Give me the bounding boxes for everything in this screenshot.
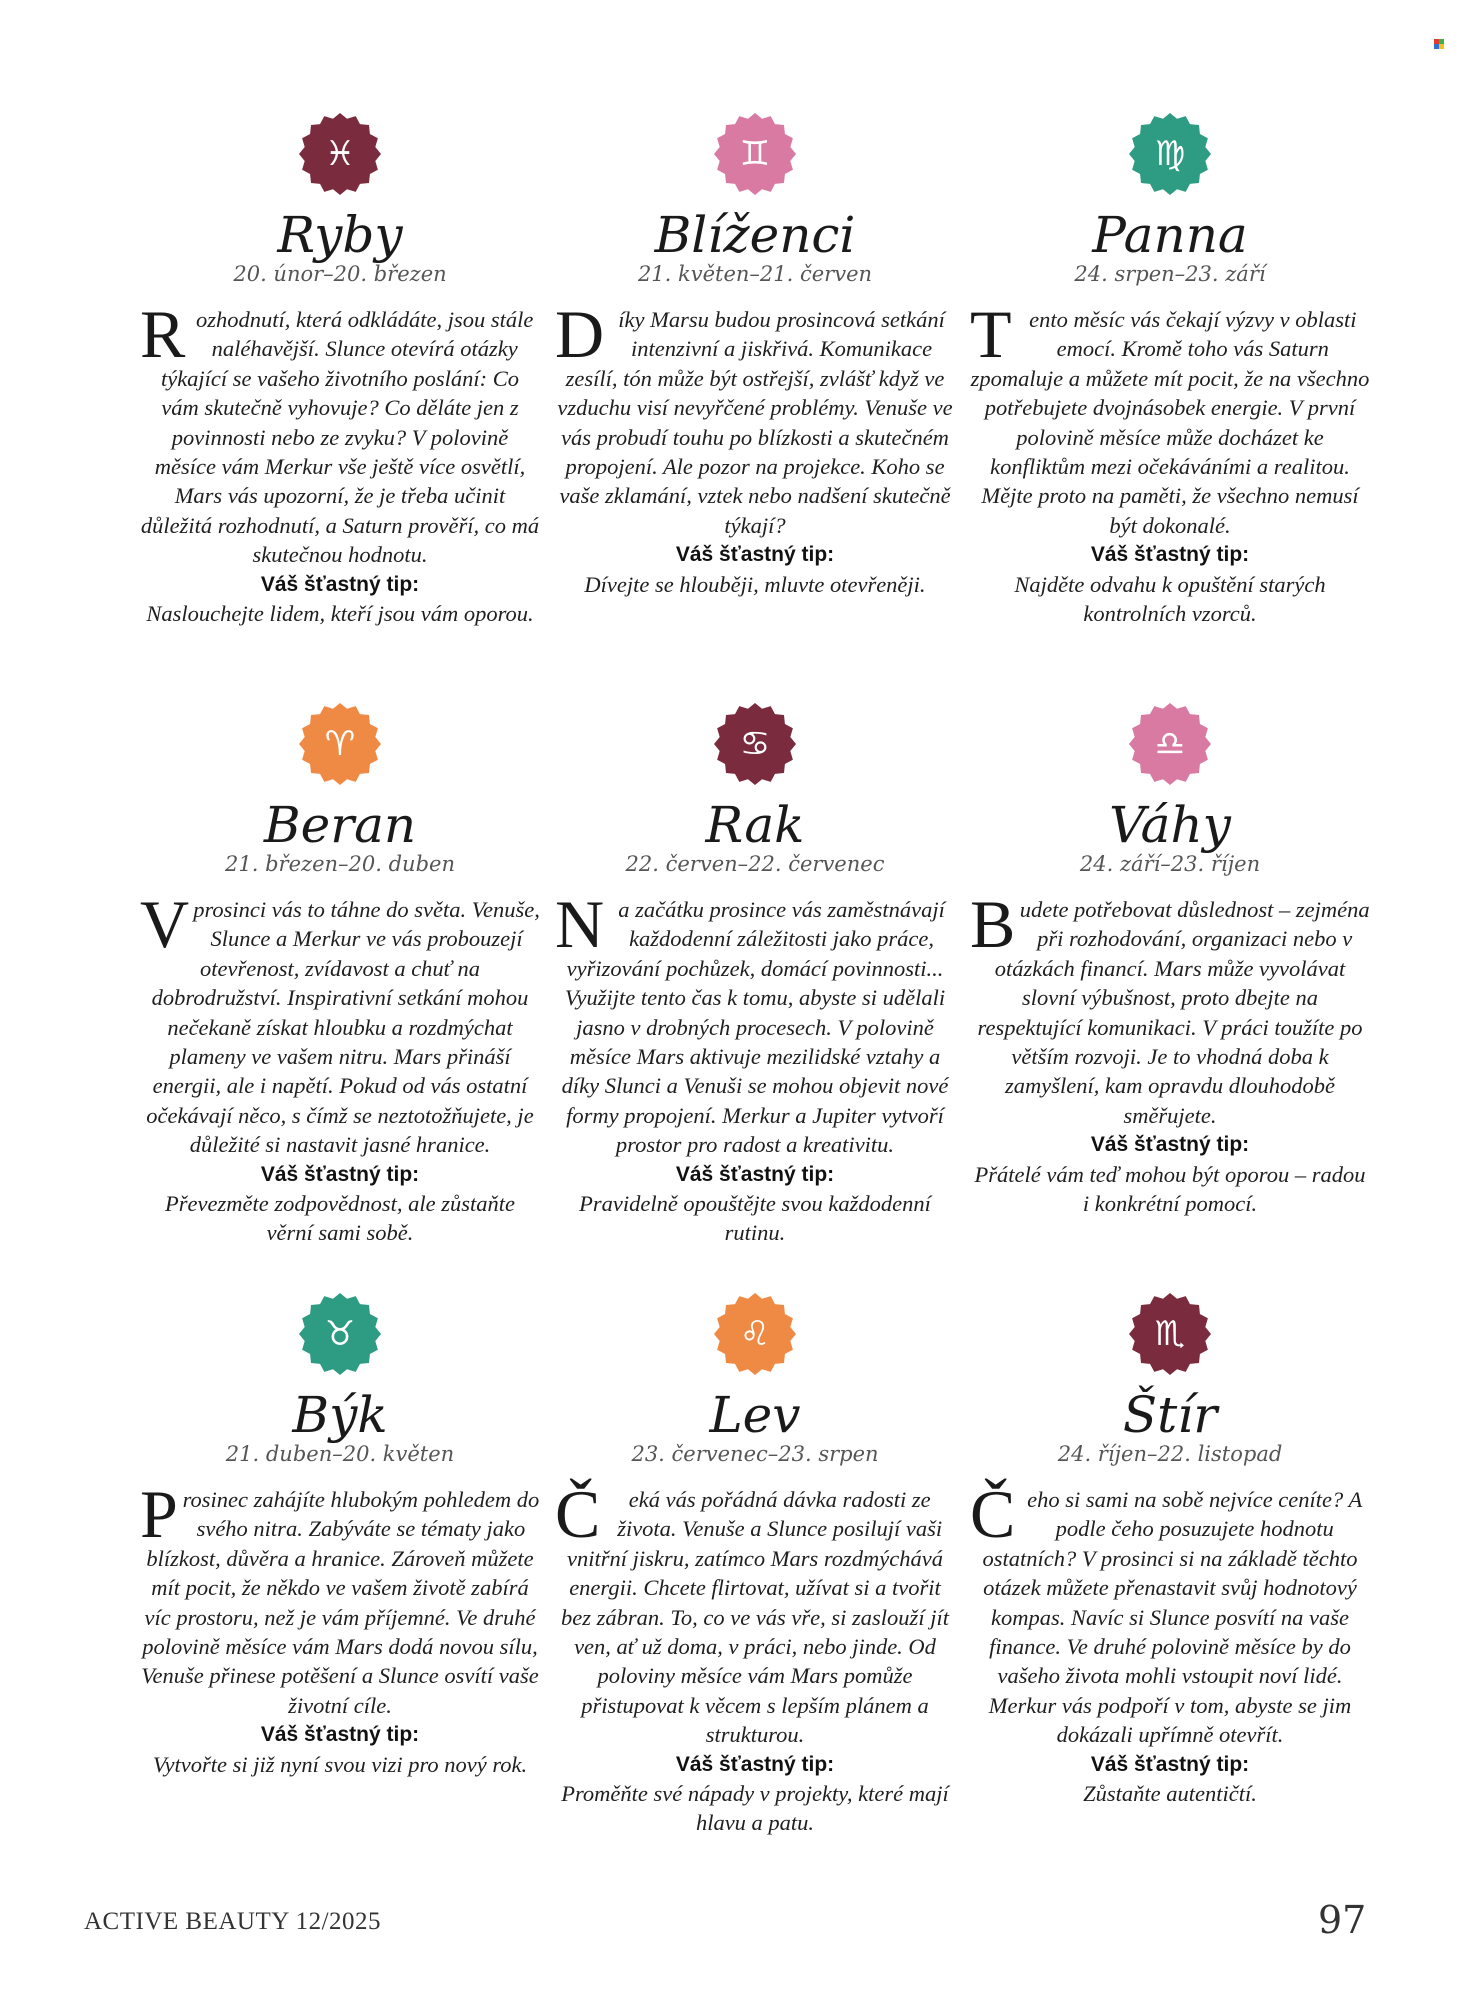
lucky-tip-label: Váš šťastný tip: [675, 1162, 835, 1186]
zodiac-glyph: ♉ [324, 1314, 356, 1354]
lucky-tip: Naslouchejte lidem, kteří jsou vám oporou. [146, 601, 534, 627]
horoscope-text [555, 296, 955, 599]
sign-3 [140, 703, 540, 1293]
libra-icon [1129, 703, 1211, 785]
sign-name: Lev [709, 1386, 801, 1444]
sign-2 [970, 113, 1370, 703]
sign-dates: 24. říjen–22. listopad [1057, 1442, 1283, 1466]
sign-name: Váhy [1109, 796, 1231, 854]
horoscope-grid [140, 113, 1370, 1883]
gemini-icon [714, 113, 796, 195]
sign-dates: 20. únor–20. březen [233, 262, 447, 286]
lucky-tip-label: Váš šťastný tip: [675, 543, 835, 567]
lucky-tip-label: Váš šťastný tip: [260, 572, 420, 596]
horoscope-paragraph: a začátku prosince vás zaměstnávají každodenní záležitosti jako práce, vyřizování pochůzek, domácí povinnosti... Využijte tento čas k tomu, abyste si udělali jasno v drobných procesech. V polovině měsíce Mars aktivuje mezilidské vztahy a díky Slunci a Venuši se mohou objevit nové formy propojení. Merkur a Jupiter vytvoří prostor pro radost a kreativitu. [561, 897, 949, 1158]
sign-name: Panna [1092, 206, 1248, 264]
zodiac-glyph: ♌ [739, 1314, 771, 1354]
lucky-tip: Dívejte se hlouběji, mluvte otevřeněji. [584, 571, 926, 597]
aries-icon [299, 703, 381, 785]
drop-cap: Č [555, 1476, 601, 1552]
zodiac-glyph: ♎ [1154, 724, 1186, 764]
sign-name: Ryby [277, 206, 403, 264]
drop-cap: T [970, 296, 1012, 372]
leo-icon [714, 1293, 796, 1375]
cancer-icon [714, 703, 796, 785]
pisces-icon [299, 113, 381, 195]
lucky-tip-label: Váš šťastný tip: [675, 1752, 835, 1776]
sign-dates: 21. březen–20. duben [225, 852, 455, 876]
drop-cap: Č [970, 1476, 1016, 1552]
drop-cap: N [555, 886, 605, 962]
virgo-icon [1129, 113, 1211, 195]
magazine-issue: ACTIVE BEAUTY 12/2025 [84, 1908, 382, 1935]
drop-cap: P [140, 1476, 178, 1552]
lucky-tip: Proměňte své nápady v projekty, které mají hlavu a patu. [561, 1781, 949, 1836]
zodiac-glyph: ♊ [739, 134, 771, 174]
lucky-tip-label: Váš šťastný tip: [1090, 1133, 1250, 1157]
sign-8 [970, 1293, 1370, 1883]
lucky-tip: Vytvořte si již nyní svou vizi pro nový rok. [152, 1751, 528, 1777]
scorpio-icon [1129, 1293, 1211, 1375]
horoscope-paragraph: eho si sami na sobě nejvíce ceníte? A podle čeho posuzujete hodnotu ostatních? V prosinci si na základě těchto otázek můžete přenastavit svůj hodnotový kompas. Navíc si Slunce posvítí na vaše finance. Ve druhé polovině měsíce by do vašeho života mohli vstoupit noví lidé. Merkur vás podpoří v tom, abyste se jim dokázali upřímně otevřít. [982, 1487, 1363, 1748]
sign-name: Blíženci [654, 206, 856, 264]
sign-name: Štír [1122, 1386, 1218, 1444]
lucky-tip-label: Váš šťastný tip: [1090, 1752, 1250, 1776]
lucky-tip: Zůstaňte autentičtí. [1083, 1781, 1257, 1807]
lucky-tip-label: Váš šťastný tip: [260, 1723, 420, 1747]
sign-name: Býk [292, 1386, 388, 1444]
sign-6 [140, 1293, 540, 1883]
horoscope-paragraph: ento měsíc vás čekají výzvy v oblasti emocí. Kromě toho vás Saturn zpomaluje a můžete mít pocit, že na všechno potřebujete dvojnásobek energie. V první polovině měsíce může docházet ke konfliktům mezi očekáváními a realitou. Mějte proto na paměti, že všechno nemusí být dokonalé. [970, 307, 1370, 538]
sign-dates: 21. duben–20. květen [225, 1442, 455, 1466]
horoscope-paragraph: eká vás pořádná dávka radosti ze života. Venuše a Slunce posilují vaši vnitřní jiskru, zatímco Mars rozdmýchává energii. Chcete flirtovat, užívat si a tvořit bez zábran. To, co ve vás vře, si zaslouží jít ven, ať už doma, v práci, nebo jinde. Od poloviny měsíce vám Mars pomůže přistupovat k věcem s lepším plánem a strukturou. [561, 1487, 949, 1748]
drop-cap: V [140, 886, 190, 962]
lucky-tip: Přátelé vám teď mohou být oporou – radou i konkrétní pomocí. [974, 1161, 1366, 1217]
taurus-icon [299, 1293, 381, 1375]
lucky-tip: Převezměte zodpovědnost, ale zůstaňte věrní sami sobě. [165, 1191, 515, 1246]
horoscope-text [140, 1476, 540, 1779]
corner-logo-mark [1434, 39, 1444, 49]
zodiac-glyph: ♍ [1154, 134, 1186, 174]
horoscope-text [970, 886, 1370, 1218]
horoscope-text [970, 296, 1370, 628]
horoscope-paragraph: rosinec zahájíte hlubokým pohledem do svého nitra. Zabýváte se tématy jako blízkost, důvěra a hranice. Zároveň můžete mít pocit, že někdo ve vašem životě zabírá víc prostoru, než je vám příjemné. Ve druhé polovině měsíce vám Mars dodá novou sílu, Venuše přinese potěšení a Slunce osvítí vaše životní cíle. [141, 1487, 540, 1718]
sign-0 [140, 113, 540, 703]
horoscope-text [555, 886, 955, 1248]
drop-cap: D [555, 296, 605, 372]
zodiac-glyph: ♏ [1154, 1314, 1186, 1354]
horoscope-text [140, 296, 540, 628]
lucky-tip-label: Váš šťastný tip: [260, 1162, 420, 1186]
zodiac-glyph: ♓ [324, 134, 356, 174]
zodiac-glyph: ♋ [739, 724, 771, 764]
horoscope-paragraph: prosinci vás to táhne do světa. Venuše, Slunce a Merkur ve vás probouzejí otevřenost, zvídavost a chuť na dobrodružství. Inspirativní setkání mohou nečekaně získat hloubku a rozdmýchat plameny ve vašem nitru. Mars přináší energii, ale i napětí. Pokud od vás ostatní očekávají něco, s čímž se neztotožňujete, je důležité si nastavit jasné hranice. [146, 897, 540, 1158]
sign-7 [555, 1293, 955, 1883]
drop-cap: B [970, 886, 1016, 962]
sign-dates: 23. červenec–23. srpen [631, 1442, 879, 1466]
sign-dates: 24. září–23. říjen [1079, 852, 1261, 876]
sign-dates: 21. květen–21. červen [637, 262, 873, 286]
lucky-tip: Najděte odvahu k opuštění starých kontrolních vzorců. [1014, 571, 1326, 627]
lucky-tip-label: Váš šťastný tip: [1090, 543, 1250, 567]
horoscope-text [140, 886, 540, 1248]
horoscope-paragraph: ozhodnutí, která odkládáte, jsou stále naléhavější. Slunce otevírá otázky týkající se vašeho životního poslání: Co vám skutečně vyhovuje? Co děláte jen z povinnosti nebo ze zvyku? V polovině měsíce vám Merkur vše ještě více osvětlí, Mars vás upozorní, že je třeba učinit důležitá rozhodnutí, a Saturn prověří, co má skutečnou hodnotu. [140, 307, 540, 568]
sign-name: Rak [705, 796, 805, 854]
lucky-tip: Pravidelně opouštějte svou každodenní rutinu. [579, 1191, 931, 1246]
sign-1 [555, 113, 955, 703]
drop-cap: R [140, 296, 186, 372]
sign-4 [555, 703, 955, 1293]
sign-dates: 22. červen–22. červenec [625, 852, 885, 876]
sign-name: Beran [263, 796, 417, 854]
horoscope-text [555, 1476, 955, 1838]
page-number: 97 [1318, 1898, 1367, 1942]
sign-dates: 24. srpen–23. září [1074, 262, 1266, 286]
zodiac-glyph: ♈ [324, 724, 356, 764]
sign-5 [970, 703, 1370, 1293]
horoscope-paragraph: íky Marsu budou prosincová setkání intenzivní a jiskřivá. Komunikace zesílí, tón může být ostřejší, zvlášť když ve vzduchu visí nevyřčené problémy. Venuše ve vás probudí touhu po blízkosti a skutečném propojení. Ale pozor na projekce. Koho se vaše zklamání, vztek nebo nadšení skutečně týkají? [557, 307, 953, 538]
horoscope-text [970, 1476, 1370, 1808]
horoscope-paragraph: udete potřebovat důslednost – zejména při rozhodování, organizaci nebo v otázkách financí. Mars může vyvolávat slovní výbušnost, proto dbejte na respektující komunikaci. V práci toužíte po větším rozvoji. Je to vhodná doba k zamyšlení, kam opravdu dlouhodobě směřujete. [977, 897, 1370, 1128]
